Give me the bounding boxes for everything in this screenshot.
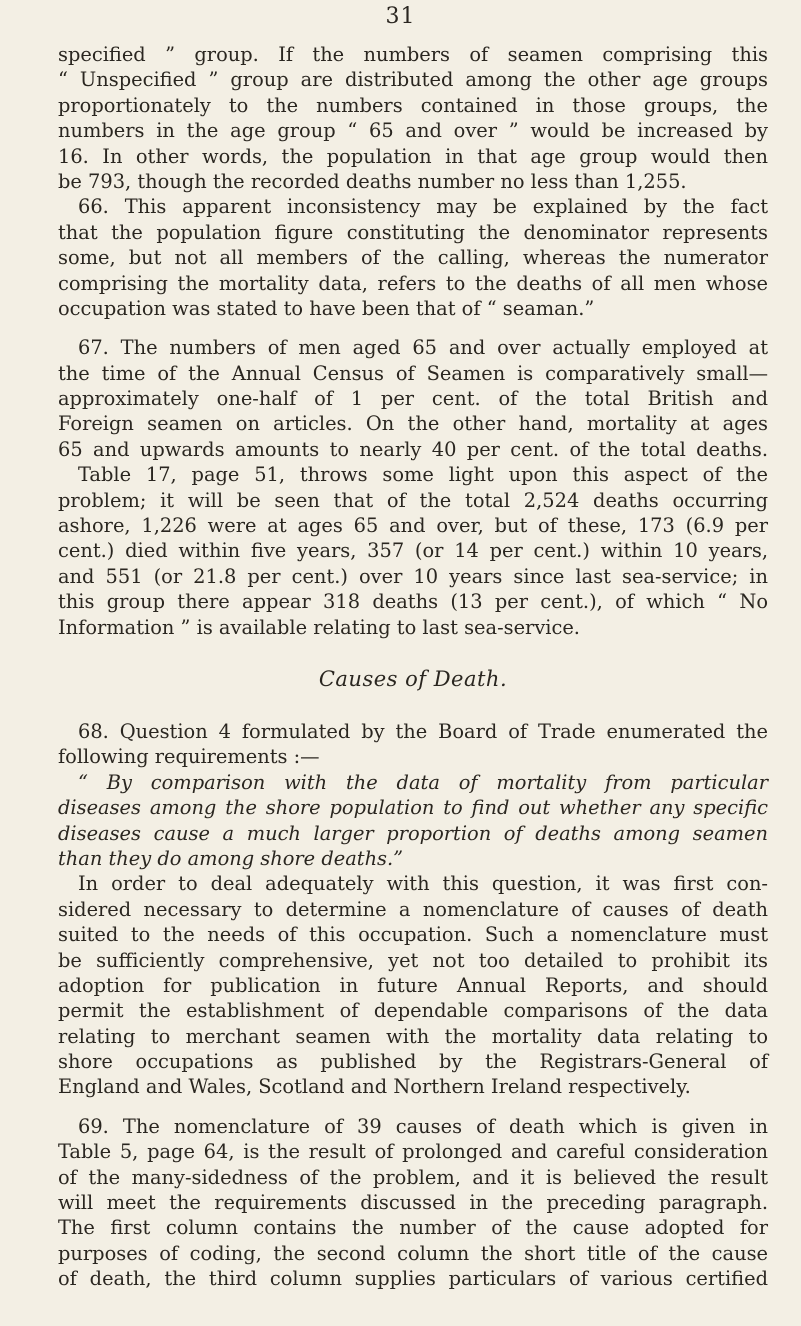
section-heading: Causes of Death.	[318, 666, 508, 691]
text-line: be sufficiently comprehensive, yet not too detailed to prohibit its	[58, 948, 768, 972]
text-line: that the population figure constituting the denominator represents	[58, 220, 768, 244]
text-line: In order to deal adequately with this question, it was first con-	[78, 872, 768, 896]
section-gap	[58, 640, 768, 666]
text-line: purposes of coding, the second column the short title of the cause	[58, 1241, 768, 1265]
text-line: The first column contains the number of the cause adopted for	[58, 1216, 768, 1240]
text-line: some, but not all members of the calling, whereas the numerator	[58, 246, 768, 270]
text-line: 16. In other words, the population in that age group would then	[58, 144, 768, 168]
text-line: Table 5, page 64, is the result of prolonged and careful consideration	[58, 1140, 768, 1164]
text-line: cent.) died within five years, 357 (or 14 per cent.) within 10 years,	[58, 539, 768, 563]
text-line: 69. The nomenclature of 39 causes of death which is given in	[78, 1114, 768, 1138]
text-line: Information ” is available relating to last sea-service.	[58, 615, 580, 639]
text-line: shore occupations as published by the Registrars-General of	[58, 1050, 768, 1074]
text-line: of death, the third column supplies particulars of various certified	[58, 1267, 768, 1291]
text-line: occupation was stated to have been that of “ seaman.”	[58, 296, 595, 320]
text-line: England and Wales, Scotland and Northern Ireland respectively.	[58, 1075, 691, 1099]
text-line: sidered necessary to determine a nomenclature of causes of death	[58, 897, 768, 921]
text-line: ashore, 1,226 were at ages 65 and over, but of these, 173 (6.9 per	[58, 514, 768, 538]
paragraph-69	[58, 1114, 768, 1292]
text-line: 67. The numbers of men aged 65 and over actually employed at	[78, 336, 768, 360]
text-line: adoption for publication in future Annual Reports, and should	[58, 973, 768, 997]
text-line: numbers in the age group “ 65 and over ” would be increased by	[58, 119, 768, 143]
paragraph-continued	[58, 42, 768, 194]
text-line: than they do among shore deaths.”	[58, 846, 404, 870]
text-line: specified ” group. If the numbers of seamen comprising this	[58, 43, 768, 66]
paragraph-66	[58, 194, 768, 321]
text-line: this group there appear 318 deaths (13 per cent.), of which “ No	[58, 590, 768, 614]
body-text	[58, 42, 768, 1292]
text-line: “ By comparison with the data of mortality from particular	[78, 770, 768, 794]
text-line: diseases among the shore population to find out whether any specific	[58, 796, 768, 820]
text-line: permit the establishment of dependable comparisons of the data	[58, 999, 768, 1023]
text-line: Foreign seamen on articles. On the other hand, mortality at ages	[58, 412, 768, 436]
text-line: of the many-sidedness of the problem, and it is believed the result	[58, 1165, 768, 1189]
paragraph-gap	[58, 321, 768, 335]
section-gap	[58, 693, 768, 719]
text-line: the time of the Annual Census of Seamen is comparatively small—	[58, 361, 768, 385]
text-line: problem; it will be seen that of the total 2,524 deaths occurring	[58, 488, 768, 512]
page-number: 31	[385, 4, 416, 29]
text-line: and 551 (or 21.8 per cent.) over 10 years since last sea-service; in	[58, 564, 768, 588]
text-line: 68. Question 4 formulated by the Board of Trade enumerated the	[78, 719, 768, 743]
text-line: comprising the mortality data, refers to the deaths of all men whose	[58, 271, 768, 295]
block-quote	[58, 770, 768, 872]
text-line: proportionately to the numbers contained in those groups, the	[58, 93, 768, 117]
paragraph-68	[58, 719, 768, 770]
paragraph-68-continued	[58, 871, 768, 1100]
paragraph-67	[58, 335, 768, 640]
text-line: relating to merchant seamen with the mortality data relating to	[58, 1024, 768, 1048]
text-line: 65 and upwards amounts to nearly 40 per cent. of the total deaths.	[58, 437, 768, 461]
text-line: 66. This apparent inconsistency may be explained by the fact	[78, 195, 768, 219]
text-line: suited to the needs of this occupation. Such a nomenclature must	[58, 923, 768, 947]
text-line: diseases cause a much larger proportion of deaths among seamen	[58, 821, 768, 845]
text-line: following requirements :—	[58, 745, 320, 769]
text-line: Table 17, page 51, throws some light upon this aspect of the	[78, 463, 768, 487]
paragraph-gap	[58, 1100, 768, 1114]
text-line: will meet the requirements discussed in the preceding paragraph.	[58, 1191, 768, 1215]
text-line: “ Unspecified ” group are distributed among the other age groups	[58, 68, 768, 92]
text-line: approximately one-half of 1 per cent. of the total British and	[58, 387, 768, 411]
text-line: be 793, though the recorded deaths number no less than 1,255.	[58, 169, 687, 193]
